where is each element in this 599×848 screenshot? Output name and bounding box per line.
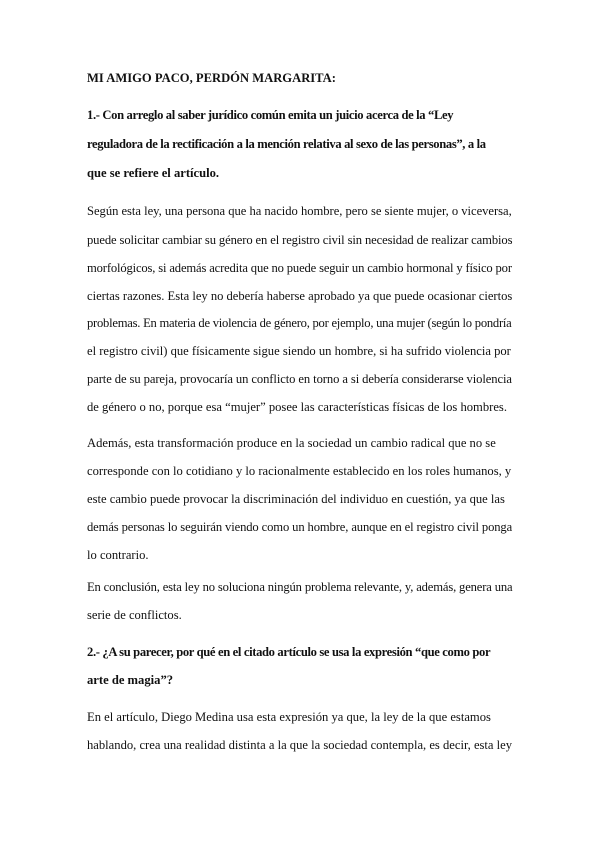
paragraph-2-line-3: este cambio puede provocar la discriminación del individuo en cuestión, ya que las [87, 492, 505, 506]
question-1-line-1: 1.- Con arreglo al saber jurídico común emita un juicio acerca de la “Ley [87, 108, 454, 122]
paragraph-1-line-2: puede solicitar cambiar su género en el registro civil sin necesidad de realizar cambios [87, 233, 513, 247]
question-2-line-2: arte de magia”? [87, 673, 174, 687]
paragraph-2-line-4: demás personas lo seguirán viendo como un hombre, aunque en el registro civil ponga [87, 520, 513, 534]
paragraph-3-line-2: serie de conflictos. [87, 608, 182, 622]
paragraph-1-line-5: problemas. En materia de violencia de género, por ejemplo, una mujer (según lo pondría [87, 316, 512, 330]
document-title: MI AMIGO PACO, PERDÓN MARGARITA: [87, 71, 336, 85]
paragraph-1-line-4: ciertas razones. Esta ley no debería haberse aprobado ya que puede ocasionar ciertos [87, 289, 513, 303]
paragraph-3-line-1: En conclusión, esta ley no soluciona ningún problema relevante, y, además, genera una [87, 580, 513, 594]
paragraph-1-line-8: de género o no, porque esa “mujer” posee las características físicas de los hombres. [87, 400, 507, 414]
paragraph-4-line-1: En el artículo, Diego Medina usa esta expresión ya que, la ley de la que estamos [87, 710, 491, 724]
paragraph-2-line-1: Además, esta transformación produce en la sociedad un cambio radical que no se [87, 436, 496, 450]
paragraph-1-line-6: el registro civil) que físicamente sigue siendo un hombre, si ha sufrido violencia por [87, 344, 511, 358]
paragraph-1-line-3: morfológicos, si además acredita que no puede seguir un cambio hormonal y físico por [87, 261, 512, 275]
paragraph-2-line-2: corresponde con lo cotidiano y lo racionalmente establecido en los roles humanos, y [87, 464, 512, 478]
paragraph-2-line-5: lo contrario. [87, 548, 149, 562]
question-1-line-2: reguladora de la rectificación a la mención relativa al sexo de las personas”, a la [87, 137, 486, 151]
paragraph-1-line-1: Según esta ley, una persona que ha nacido hombre, pero se siente mujer, o viceversa, [87, 204, 512, 218]
question-2-line-1: 2.- ¿A su parecer, por qué en el citado artículo se usa la expresión “que como por [87, 645, 491, 659]
paragraph-1-line-7: parte de su pareja, provocaría un conflicto en torno a si debería considerarse violencia [87, 372, 512, 386]
paragraph-4-line-2: hablando, crea una realidad distinta a la que la sociedad contempla, es decir, esta ley [87, 738, 513, 752]
question-1-line-3: que se refiere el artículo. [87, 166, 220, 180]
